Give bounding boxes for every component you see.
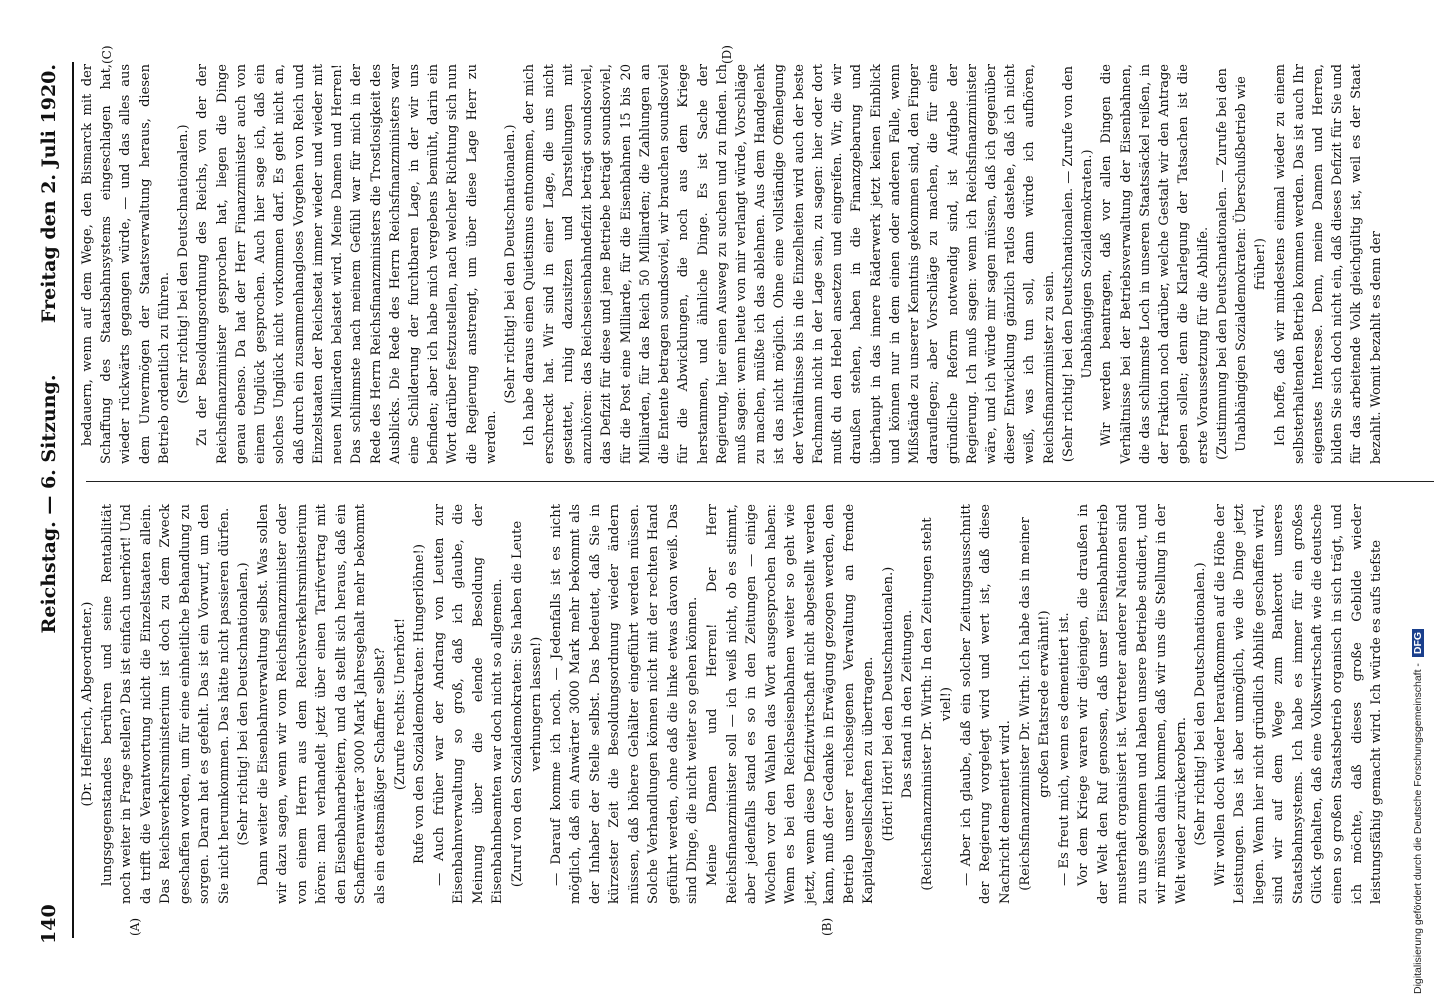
paragraph: Das stand in den Zeitungen. xyxy=(900,609,916,799)
margin-label-c: (C) xyxy=(100,45,114,64)
text-column-left xyxy=(78,504,1387,904)
paragraph: (Sehr richtig! bei den Deutschnationalen.) xyxy=(503,124,519,404)
paragraph: Meine Damen und Herren! Der Herr Reichsfinanzminister soll — ich weiß nicht, ob es stimmt, aber jedenfalls stand es so in den Zeitungen — einige Wochen vor den Wahlen das Wort ausgesprochen haben: Wenn es bei den Reichseisenbahnen weiter so geht wie jetzt, wenn diese Defizitwirtschaft nicht abgestellt werden kann, muß der Gedanke in Erwägung gezogen werden, den Betrieb unserer reichseigenen Verwaltung an fremde Kapitalgesellschaften zu übertragen. xyxy=(705,504,877,904)
page-number: 140 xyxy=(38,904,60,944)
text-column-right xyxy=(78,64,1386,464)
credit-text: Digitalisierung gefördert durch die Deutsche Forschungsgemeinschaft - xyxy=(1412,663,1424,994)
paragraph: lungsgegenstandes berühren und seine Rentabilität noch weiter in Frage stellen? Das ist einfach unerhört! Und da trifft die Verantwortung nicht die Einzelstaaten allein. Das Reichsverkehrsministerium ist doch zu dem Zweck geschaffen worden, um für eine einheitliche Behandlung zu sorgen. Daran hat es gefehlt. Das ist ein Vorwurf, um den Sie nicht herumkommen. Das hätte nicht passieren dürfen. xyxy=(99,504,232,904)
margin-label-b: (B) xyxy=(820,917,834,936)
paragraph: Ich hoffe, daß wir mindestens einmal wieder zu einem selbsterhaltenden Betrieb kommen werden. Das ist auch Ihr eigenstes Interesse. Denn, meine Damen und Herren, bilden Sie sich doch nicht ein, daß dieses Defizit für Sie und für das arbeitende Volk gleichgültig ist, weil es der Staat bezahlt. Womit bezahlt es denn der xyxy=(1272,64,1384,464)
paragraph: (Sehr richtig! bei den Deutschnationalen.) xyxy=(176,124,192,404)
paragraph: Vor dem Kriege waren wir diejenigen, die draußen in der Welt den Ruf genossen, daß unser Eisenbahnbetrieb musterhaft organisiert ist. Vertreter anderer Nationen sind zu uns gekommen und haben unsere Betriebe studiert, und wir müssen dahin kommen, daß wir uns die Stellung in der Welt wieder zurückerobern. xyxy=(1076,504,1189,904)
paragraph: (Dr. Helfferich, Abgeordneter.) xyxy=(80,601,95,807)
paragraph: (Zuruf von den Sozialdemokraten: Sie haben die Leute verhungern lassen!) xyxy=(509,520,545,888)
paragraph: (Zustimmung bei den Deutschnationalen. — Zurufe bei den Unabhängigen Sozialdemokraten: Überschußbetrieb wie früher!) xyxy=(1214,68,1269,460)
paragraph: — Darauf komme ich noch. — Jedenfalls ist es nicht möglich, daß ein Anwärter 3000 Mark mehr bekommt als der Inhaber der Stelle selbst. Das bedeutet, daß Sie in kürzester Zeit die Besoldungsordnung wieder ändern müssen, daß höhere Gehälter eingeführt werden müssen. Solche Verhandlungen können nicht mit der rechten Hand geführt werden, ohne daß die linke etwas davon weiß. Das sind Dinge, die nicht weiter so gehen können. xyxy=(548,504,701,904)
paragraph: (Reichsfinanzminister Dr. Wirth: In den Zeitungen steht viel!) xyxy=(919,517,955,891)
paragraph: (Hört! Hört! bei den Deutschnationalen.) xyxy=(880,566,896,842)
paragraph: Dann weiter die Eisenbahnverwaltung selbst. Was sollen wir dazu sagen, wenn wir vom Reichsfinanzminister oder von einem Herrn aus dem Reichsverkehrsministerium hören: man verhandelt jetzt über einen Tarifvertrag mit den Eisenbahnarbeitern, und da stellt sich heraus, daß ein Schaffneranwärter 3000 Mark Jahresgehalt mehr bekommt als ein etatsmäßiger Schaffner selbst? xyxy=(255,504,388,904)
paragraph: Zu der Besoldungsordnung des Reichs, von der der Reichsfinanzminister gesprochen hat, liegen die Dinge genau ebenso. Da hat der Herr Finanzminister auch von einem Unglück gesprochen. Auch hier sage ich, daß ein solches Unglück nicht vorkommen darf. Es geht nicht an, daß durch ein zusammenhangloses Vorgehen von Reich und Einzelstaaten der Reichsetat immer wieder und wieder mit neuen Milliarden belastet wird. Meine Damen und Herren! Das schlimmste nach meinem Gefühl war für mich in der Rede des Herrn Reichsfinanzministers die Trostlosigkeit des Ausblicks. Die Rede des Herrn Reichsfinanzministers war eine Schilderung der furchtbaren Lage, in der wir uns befinden; aber ich habe mich vergebens bemüht, darin ein Wort darüber festzustellen, nach welcher Richtung sich nun die Regierung anstrengt, um über diese Lage Herr zu werden. xyxy=(195,64,499,464)
digitization-credit xyxy=(1412,0,1430,994)
margin-label-a: (A) xyxy=(128,917,142,936)
paragraph: Ich habe daraus einen Quietismus entnommen, der mich erschreckt hat. Wir sind in einer Lage, die uns nicht gestattet, ruhig dazusitzen und Darstellungen mit anzuhören: das Reichseisenbahndefizit beträgt soundsoviel, das Defizit für diese und jene Betriebe beträgt soundsoviel, für die Post eine Milliarde, für die Eisenbahnen 15 bis 20 Milliarden, für das Reich 50 Milliarden; die Zahlungen an die Entente betragen soundsoviel, wir brauchen soundsoviel für die Abwicklungen, die noch aus dem Kriege herstammen, und ähnliche Dinge. Es ist Sache der Regierung, hier einen Ausweg zu suchen und zu finden. Ich muß sagen: wenn heute von mir verlangt würde, Vorschläge zu machen, müßte ich das ablehnen. Aus dem Handgelenk ist das nicht möglich. Ohne eine vollständige Offenlegung der Verhältnisse bis in die Einzelheiten wird auch der beste Fachmann nicht in der Lage sein, zu sagen: hier oder dort mußt du den Hebel ansetzen und eingreifen. Wir, die wir draußen stehen, haben in die Finanzgebarung und überhaupt in das innere Räderwerk jetzt keinen Einblick und können nur in dem einen oder anderen Falle, wenn Mißstände zu unserer Kenntnis gekommen sind, den Finger darauflegen; aber Vorschläge zu machen, die für eine gründliche Reform notwendig sind, ist Aufgabe der Regierung. Ich muß sagen: wenn ich Reichsfinanzminister wäre, und ich würde mir sagen müssen, daß ich gegenüber dieser Entwicklung gänzlich ratlos dastehe, daß ich nicht weiß, was ich tun soll, dann würde ich aufhören, Reichsfinanzminister zu sein. xyxy=(522,64,1057,464)
paragraph: (Reichsfinanzminister Dr. Wirth: Ich habe das in meiner großen Etatsrede erwähnt!) xyxy=(1017,517,1053,891)
paragraph: — Es freut mich, wenn es dementiert ist. xyxy=(1056,612,1072,886)
header-rule xyxy=(72,62,74,938)
paragraph: (Zurufe rechts: Unerhört! xyxy=(392,617,408,791)
column-divider xyxy=(86,481,1434,482)
paragraph: (Sehr richtig! bei den Deutschnationalen. — Zurufe von den Unabhängigen Sozialdemokraten.) xyxy=(1060,65,1096,463)
paragraph: (Sehr richtig! bei den Deutschnationalen.) xyxy=(1193,562,1209,846)
dfg-logo: DFG xyxy=(1412,629,1424,657)
paragraph: — Aber ich glaube, daß ein solcher Zeitungsausschnitt der Regierung vorgelegt wird und wert ist, daß diese Nachricht dementiert wird. xyxy=(958,504,1013,904)
header-date: Freitag den 2. Juli 1920. xyxy=(38,64,60,324)
paragraph: — Auch früher war der Andrang von Leuten zur Eisenbahnverwaltung so groß, daß ich glaube, die Meinung über die elende Besoldung der Eisenbahnbeamten war doch nicht so allgemein. xyxy=(431,504,506,904)
paragraph: (Sehr richtig! bei den Deutschnationalen.) xyxy=(236,562,252,846)
paragraph: bedauern, wenn auf dem Wege, den Bismarck mit der Schaffung des Staatsbahnsystems eingeschlagen hat, wieder rückwärts gegangen würde, — und das alles aus dem Unvermögen der Staatsverwaltung heraus, diesen Betrieb ordentlich zu führen. xyxy=(80,64,172,464)
header-session: Reichstag. — 6. Sitzung. xyxy=(38,374,60,634)
paragraph: Wir werden beantragen, daß vor allen Dingen die Verhältnisse bei der Betriebsverwaltung der Eisenbahnen, die das schlimmste Loch in unseren Staatssäckel reißen, in der Fraktion noch darüber, welche Gestalt wir den Antrage geben sollen; denn die Klarlegung der Tatsachen ist die erste Voraussetzung für die Abhilfe. xyxy=(1099,64,1211,464)
margin-label-d: (D) xyxy=(720,45,734,64)
page-header xyxy=(34,64,70,944)
paragraph: Rufe von den Sozialdemokraten: Hungerlöhne!) xyxy=(412,543,428,865)
paragraph: Wir wollen doch wieder heraufkommen auf die Höhe der Leistungen. Das ist aber unmöglich, wie die Dinge jetzt liegen. Wenn hier nicht gründlich Abhilfe geschaffen wird, sind wir auf dem Wege zum Bankerott unseres Staatsbahnsystems. Ich habe es immer für ein großes Glück gehalten, daß eine Volkswirtschaft wie die deutsche einen so großen Staatsbetrieb organisch in sich trägt, und ich möchte, daß dieses große Gebilde wieder leistungsfähig gemacht wird. Ich würde es aufs tiefste xyxy=(1212,504,1385,904)
